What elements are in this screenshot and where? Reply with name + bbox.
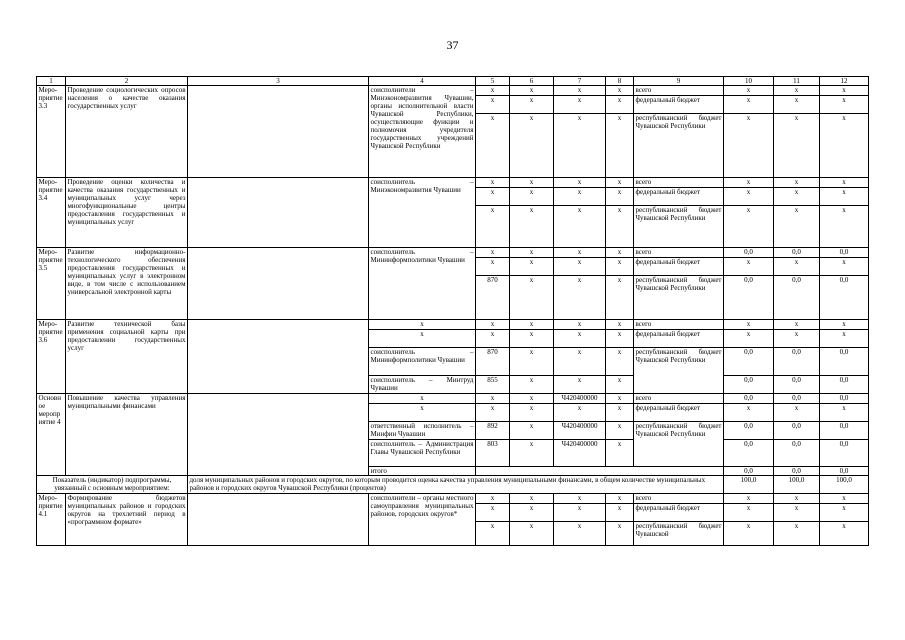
executor: соисполнители – Минэкономразвития Чувашии, органы исполнительной власти Чувашской Республики, осуществляющие функции и полномочия учредителя государственных учреждений Чувашской Республики xyxy=(369,86,476,178)
cell: x xyxy=(554,258,606,276)
cell: 0,0 xyxy=(820,440,869,467)
col-header: 4 xyxy=(369,77,476,86)
funding-source: федеральный бюджет xyxy=(634,188,724,206)
cell: 870 xyxy=(476,276,510,320)
cell: x xyxy=(476,86,510,96)
cell: x xyxy=(606,394,634,404)
cell: x xyxy=(724,114,774,178)
executor: x xyxy=(369,404,476,422)
cell: 0,0 xyxy=(724,467,774,476)
cell: x xyxy=(510,348,554,376)
cell: Ч420400000 xyxy=(554,422,606,440)
cell: x xyxy=(476,114,510,178)
cell: x xyxy=(606,276,634,320)
cell: x xyxy=(554,348,606,376)
col-header: 5 xyxy=(476,77,510,86)
cell: x xyxy=(510,320,554,330)
executor: итого xyxy=(369,467,476,476)
cell: x xyxy=(510,494,554,504)
empty-cell xyxy=(476,467,724,476)
cell: x xyxy=(510,330,554,348)
cell: x xyxy=(510,522,554,546)
cell: x xyxy=(510,248,554,258)
table-row xyxy=(37,320,869,330)
cell: 0,0 xyxy=(724,394,774,404)
cell: x xyxy=(606,248,634,258)
table-row xyxy=(37,86,869,96)
cell: x xyxy=(606,422,634,440)
activity-name: Повышение качества управления муниципальными финансами xyxy=(66,394,188,476)
cell: x xyxy=(774,504,820,522)
cell: x xyxy=(554,276,606,320)
cell: 0,0 xyxy=(724,348,774,376)
cell: x xyxy=(476,320,510,330)
col-header: 12 xyxy=(820,77,869,86)
col-header: 7 xyxy=(554,77,606,86)
cell: x xyxy=(510,206,554,248)
cell: x xyxy=(820,86,869,96)
cell: x xyxy=(820,96,869,114)
funding-source: федеральный бюджет xyxy=(634,404,724,422)
cell: x xyxy=(510,86,554,96)
cell: Ч420400000 xyxy=(554,394,606,404)
cell: 0,0 xyxy=(774,467,820,476)
cell: 0,0 xyxy=(820,276,869,320)
cell: x xyxy=(476,394,510,404)
cell: 0,0 xyxy=(820,422,869,440)
cell: 0,0 xyxy=(724,422,774,440)
budget-table xyxy=(36,76,869,546)
cell: x xyxy=(724,320,774,330)
cell: x xyxy=(724,494,774,504)
cell: x xyxy=(774,114,820,178)
funding-source: всего xyxy=(634,86,724,96)
executor: соисполнитель – Минэкономразвития Чувашии xyxy=(369,178,476,248)
cell: 0,0 xyxy=(820,348,869,376)
cell: x xyxy=(510,422,554,440)
cell: x xyxy=(510,96,554,114)
funding-source: республиканский бюджет Чувашской Республики xyxy=(634,422,724,467)
cell: x xyxy=(724,96,774,114)
cell: x xyxy=(476,96,510,114)
cell: x xyxy=(606,206,634,248)
cell: x xyxy=(510,258,554,276)
cell: x xyxy=(774,96,820,114)
cell: x xyxy=(554,504,606,522)
cell: 0,0 xyxy=(774,422,820,440)
cell: x xyxy=(606,320,634,330)
indicator-text: доля муниципальных районов и городских округов, по которым проводится оценка качества управления муниципальными финансами, в общем количестве муниципальных районов и городских округов Чувашской Республики (процентов) xyxy=(188,476,724,494)
executor: соисполнитель – Минтруд Чувашии xyxy=(370,376,474,392)
cell: 803 xyxy=(476,440,510,467)
cell: x xyxy=(554,404,606,422)
col-header: 3 xyxy=(188,77,369,86)
cell: x xyxy=(774,404,820,422)
table-row xyxy=(37,494,869,504)
col-header: 8 xyxy=(606,77,634,86)
table-row xyxy=(37,394,869,404)
cell: x xyxy=(820,206,869,248)
funding-source: всего xyxy=(634,394,724,404)
empty-cell xyxy=(188,394,369,476)
cell: x xyxy=(820,320,869,330)
cell: Ч420400000 xyxy=(554,440,606,467)
cell: x xyxy=(510,114,554,178)
cell: x xyxy=(606,440,634,467)
cell: x xyxy=(554,320,606,330)
cell: x xyxy=(820,258,869,276)
cell: x xyxy=(476,206,510,248)
cell: x xyxy=(606,348,634,376)
activity-code: Меро-приятие 3.4 xyxy=(37,178,66,248)
cell: x xyxy=(724,522,774,546)
page-number: 37 xyxy=(446,38,459,52)
cell: x xyxy=(510,404,554,422)
activity-code: Основное мероприятие 4 xyxy=(37,394,66,476)
funding-source: федеральный бюджет xyxy=(634,96,724,114)
empty-cell xyxy=(188,178,369,248)
cell: x xyxy=(820,504,869,522)
cell: x xyxy=(820,494,869,504)
cell: 855 xyxy=(476,376,510,394)
cell: x xyxy=(510,276,554,320)
cell: x xyxy=(724,206,774,248)
cell: x xyxy=(554,114,606,178)
cell: x xyxy=(774,522,820,546)
cell: x xyxy=(774,258,820,276)
table-row xyxy=(37,248,869,258)
cell: x xyxy=(724,86,774,96)
cell: 0,0 xyxy=(774,394,820,404)
col-header: 11 xyxy=(774,77,820,86)
cell: x xyxy=(606,330,634,348)
cell: x xyxy=(476,404,510,422)
cell: x xyxy=(774,494,820,504)
funding-source: республиканский бюджет Чувашской Республики xyxy=(634,206,724,248)
cell: x xyxy=(554,188,606,206)
cell: x xyxy=(820,188,869,206)
cell: 892 xyxy=(476,422,510,440)
cell: x xyxy=(476,248,510,258)
cell: x xyxy=(724,178,774,188)
cell: x xyxy=(476,178,510,188)
executor: соисполнитель – Мининформполитики Чувашии xyxy=(369,248,476,320)
cell: x xyxy=(476,504,510,522)
cell: x xyxy=(510,440,554,467)
cell: x xyxy=(554,376,606,394)
cell: x xyxy=(606,258,634,276)
executor: x xyxy=(369,330,476,348)
executor: соисполнители – органы местного самоуправления муниципальных районов, городских округов* xyxy=(369,494,476,546)
funding-source: федеральный бюджет xyxy=(634,504,724,522)
funding-source: республиканский бюджет Чувашской xyxy=(634,522,724,546)
activity-code: Меро-приятие 3.5 xyxy=(37,248,66,320)
funding-source: федеральный бюджет xyxy=(634,330,724,348)
cell: 870 xyxy=(476,348,510,376)
cell: x xyxy=(820,522,869,546)
funding-source: республиканский бюджет Чувашской Республики xyxy=(634,348,724,394)
cell: 0,0 xyxy=(724,440,774,467)
cell: 100,0 xyxy=(774,476,820,494)
cell: 0,0 xyxy=(774,376,820,394)
cell: x xyxy=(476,494,510,504)
cell: 0,0 xyxy=(820,467,869,476)
col-header: 10 xyxy=(724,77,774,86)
empty-cell xyxy=(188,86,369,178)
executor: x xyxy=(369,320,476,330)
cell: 0,0 xyxy=(774,348,820,376)
cell: x xyxy=(476,188,510,206)
indicator-label: Показатель (индикатор) подпрограммы, увязанный с основным мероприятием: xyxy=(37,476,188,494)
cell: x xyxy=(476,330,510,348)
cell: x xyxy=(554,96,606,114)
cell: x xyxy=(510,178,554,188)
cell: 0,0 xyxy=(724,248,774,258)
table-row xyxy=(37,178,869,188)
funding-source: всего xyxy=(634,494,724,504)
cell: x xyxy=(724,404,774,422)
activity-code: Меро-приятие 3.3 xyxy=(37,86,66,178)
cell: 100,0 xyxy=(820,476,869,494)
cell: x xyxy=(774,330,820,348)
cell: x xyxy=(606,404,634,422)
cell: x xyxy=(476,258,510,276)
executor: x xyxy=(369,394,476,404)
cell: x xyxy=(510,394,554,404)
cell: x xyxy=(606,86,634,96)
cell: x xyxy=(606,114,634,178)
cell: x xyxy=(820,178,869,188)
col-header: 2 xyxy=(66,77,188,86)
cell: x xyxy=(774,86,820,96)
cell: x xyxy=(510,376,554,394)
cell: x xyxy=(606,178,634,188)
cell: x xyxy=(554,522,606,546)
funding-source: федеральный бюджет xyxy=(634,258,724,276)
cell: x xyxy=(606,494,634,504)
executor: ответственный исполнитель – Минфин Чувашии xyxy=(370,422,474,438)
cell: x xyxy=(554,494,606,504)
activity-name: Формирование бюджетов муниципальных районов и городских округов на трехлетний период в «программном формате» xyxy=(66,494,188,546)
activity-name: Проведение оценки количества и качества оказания государственных и муниципальных услуг через многофункциональные центры предоставления государственных и муниципальных услуг xyxy=(66,178,188,248)
cell: x xyxy=(774,188,820,206)
cell: x xyxy=(820,114,869,178)
cell: x xyxy=(820,330,869,348)
cell: 0,0 xyxy=(774,248,820,258)
cell: x xyxy=(774,320,820,330)
column-number-row xyxy=(37,77,869,86)
activity-name: Развитие информационно-технологического обеспечения предоставления государственных и муниципальных услуг в электронном виде, в том числе с использованием универсальной электронной карты xyxy=(66,248,188,320)
funding-source: всего xyxy=(634,320,724,330)
funding-source: республиканский бюджет Чувашской Республики xyxy=(634,276,724,320)
cell: x xyxy=(724,188,774,206)
indicator-row xyxy=(37,476,869,494)
activity-name: Проведение социологических опросов населения о качестве оказания государственных услуг xyxy=(66,86,188,178)
funding-source: всего xyxy=(634,248,724,258)
executor: соисполнитель – Мининформполитики Чувашии xyxy=(369,348,476,376)
cell: x xyxy=(554,178,606,188)
cell: x xyxy=(606,376,634,394)
cell: 0,0 xyxy=(724,276,774,320)
cell: x xyxy=(606,522,634,546)
cell: x xyxy=(554,330,606,348)
col-header: 9 xyxy=(634,77,724,86)
cell: 0,0 xyxy=(820,376,869,394)
cell: x xyxy=(606,504,634,522)
empty-cell xyxy=(188,494,369,546)
cell: x xyxy=(724,330,774,348)
cell: 0,0 xyxy=(820,394,869,404)
empty-cell xyxy=(188,320,369,394)
cell: 100,0 xyxy=(724,476,774,494)
activity-name: Развитие технической базы применения социальной карты при предоставлении государственных услуг xyxy=(66,320,188,394)
cell: x xyxy=(724,504,774,522)
cell: x xyxy=(606,188,634,206)
cell: x xyxy=(476,522,510,546)
cell: x xyxy=(510,504,554,522)
col-header: 1 xyxy=(37,77,66,86)
cell: x xyxy=(820,404,869,422)
cell: 0,0 xyxy=(774,276,820,320)
cell: 0,0 xyxy=(774,440,820,467)
cell: x xyxy=(554,248,606,258)
activity-code: Меро-приятие 3.6 xyxy=(37,320,66,394)
cell: 0,0 xyxy=(820,248,869,258)
table-body xyxy=(37,77,869,546)
cell: x xyxy=(510,188,554,206)
cell: x xyxy=(724,258,774,276)
cell: x xyxy=(774,178,820,188)
empty-cell xyxy=(188,248,369,320)
cell: x xyxy=(554,206,606,248)
cell: x xyxy=(554,86,606,96)
cell: x xyxy=(606,96,634,114)
cell: 0,0 xyxy=(724,376,774,394)
funding-source: республиканский бюджет Чувашской Республики xyxy=(634,114,724,178)
activity-code: Меро-приятие 4.1 xyxy=(37,494,66,546)
col-header: 6 xyxy=(510,77,554,86)
executor: соисполнитель – Администрация Главы Чувашской Республики xyxy=(369,440,476,467)
cell: x xyxy=(774,206,820,248)
funding-source: всего xyxy=(634,178,724,188)
